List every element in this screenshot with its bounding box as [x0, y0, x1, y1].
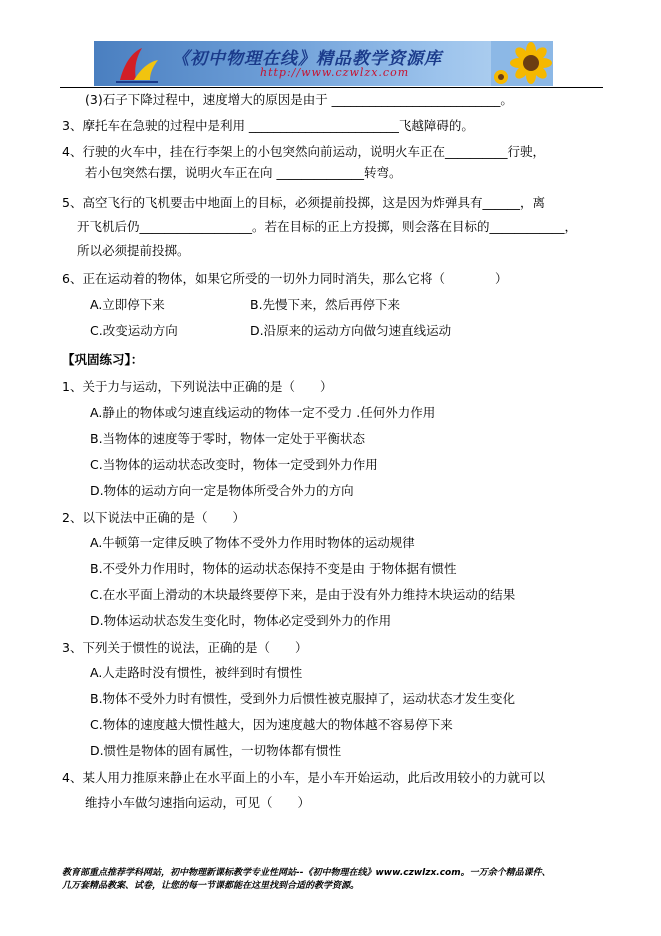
sunflower-icon: [491, 41, 553, 86]
footer-line-1: 教育部重点推荐学科网站，初中物理新课标教学专业性网站--《初中物理在线》www.czwlzx.com。一万余个精品课件、: [62, 868, 551, 878]
footer-line-2: 几万套精品教案、试卷，让您的每一节课都能在这里找到合适的教学资源。: [62, 881, 360, 891]
p2-stem: 2、以下说法中正确的是（ ）: [62, 510, 245, 525]
q6-line: 6、正在运动着的物体，如果它所受的一切外力同时消失，那么它将（ ）: [62, 271, 508, 286]
p4-stem-2: 维持小车做匀速指向运动，可见（ ）: [85, 795, 311, 810]
site-logo-icon: [114, 44, 160, 84]
p3-stem: 3、下列关于惯性的说法，正确的是（ ）: [62, 640, 308, 655]
section-heading: 【巩固练习】：: [62, 352, 144, 367]
p3-option-c: C.物体的速度越大惯性越大，因为速度越大的物体越不容易停下来: [90, 717, 453, 732]
p2-option-a: A.牛顿第一定律反映了物体不受外力作用时物体的运动规律: [90, 535, 415, 550]
q6-option-a: A.立即停下来: [90, 297, 165, 312]
p2-option-b: B.不受外力作用时，物体的运动状态保持不变是由 于物体据有惯性: [90, 561, 457, 576]
q-line-3-3: (3)石子下降过程中，速度增大的原因是由于 ___________________________。: [85, 92, 513, 107]
banner-title: 《初中物理在线》精品教学资源库: [172, 49, 442, 69]
p4-stem-1: 4、某人用力推原来静止在水平面上的小车，是小车开始运动，此后改用较小的力就可以: [62, 770, 545, 785]
p1-option-c: C.当物体的运动状态改变时，物体一定受到外力作用: [90, 457, 378, 472]
p1-stem: 1、关于力与运动，下列说法中正确的是（ ）: [62, 379, 333, 394]
p3-option-d: D.惯性是物体的固有属性，一切物体都有惯性: [90, 743, 342, 758]
q6-option-c: C.改变运动方向: [90, 323, 178, 338]
p1-option-d: D.物体的运动方向一定是物体所受合外力的方向: [90, 483, 354, 498]
q3-line: 3、摩托车在急驶的过程中是利用 ________________________飞越障碍的。: [62, 118, 474, 133]
q6-option-d: D.沿原来的运动方向做匀速直线运动: [250, 323, 452, 338]
p2-option-d: D.物体运动状态发生变化时，物体必定受到外力的作用: [90, 613, 392, 628]
q6-option-b: B.先慢下来，然后再停下来: [250, 297, 401, 312]
q5-line-1: 5、高空飞行的飞机要击中地面上的目标，必须提前投掷，这是因为炸弹具有______，离: [62, 195, 545, 210]
q4-line-2: 若小包突然右摆，说明火车正在向 ______________转弯。: [85, 165, 402, 180]
p3-option-b: B.物体不受外力时有惯性，受到外力后惯性被克服掉了，运动状态才发生变化: [90, 691, 516, 706]
header-rule: [60, 87, 603, 88]
q5-line-2: 开飞机后仍__________________。若在目标的正上方投掷，则会落在目标的____________，: [77, 219, 578, 234]
q5-line-3: 所以必须提前投掷。: [77, 243, 190, 258]
p2-option-c: C.在水平面上滑动的木块最终要停下来，是由于没有外力维持木块运动的结果: [90, 587, 516, 602]
q4-line-1: 4、行驶的火车中，挂在行李架上的小包突然向前运动，说明火车正在__________行驶，: [62, 144, 545, 159]
banner-url[interactable]: http://www.czwlzx.com: [260, 66, 410, 79]
p1-option-b: B.当物体的速度等于零时，物体一定处于平衡状态: [90, 431, 366, 446]
header-banner: [94, 41, 553, 86]
p3-option-a: A.人走路时没有惯性，被绊到时有惯性: [90, 665, 303, 680]
p1-option-a: A.静止的物体或匀速直线运动的物体一定不受力 .任何外力作用: [90, 405, 436, 420]
